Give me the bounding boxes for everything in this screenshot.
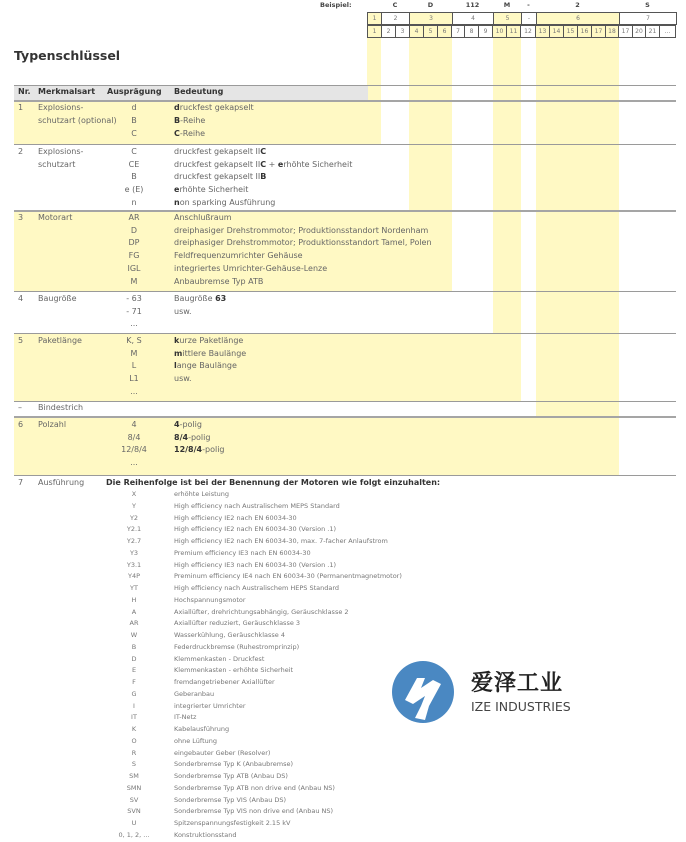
- row-4-nr: 4: [18, 294, 24, 303]
- row-rule: [14, 291, 676, 292]
- row-7-val: Y2.1: [126, 525, 142, 534]
- row-7-val: K: [131, 725, 137, 733]
- row-rule: [14, 475, 676, 476]
- row-2-desc: erhöhte Sicherheit: [174, 185, 249, 195]
- key-group-5: 5: [493, 12, 522, 25]
- key-group-dash: -: [521, 12, 537, 25]
- key-grid-positions: [367, 25, 675, 38]
- row-7-desc: Konstruktionsstand: [174, 830, 237, 839]
- row-3-val: DP: [128, 238, 140, 248]
- key-group-4: 4: [452, 12, 494, 25]
- row-7-desc: Sonderbremse Typ K (Anbaubremse): [174, 760, 294, 769]
- row-7-val: H: [131, 595, 137, 604]
- row-5-desc: usw.: [174, 374, 192, 384]
- row-1-desc: C-Reihe: [174, 129, 206, 138]
- row-7-val: O: [131, 736, 137, 745]
- row-7-desc: High efficiency nach Australischem MEPS Standard: [174, 501, 340, 510]
- row-5-merkmal: Paketlänge: [38, 336, 82, 345]
- row-4-merkmal: Baugröße: [38, 294, 77, 303]
- watermark-name-cn: 爱泽工业: [471, 671, 564, 696]
- row-3-desc: Feldfrequenzumrichter Gehäuse: [174, 251, 303, 261]
- row-5-val: L: [131, 361, 137, 371]
- row-7-val: E: [131, 666, 137, 675]
- header-auspraegung: Ausprägung: [107, 87, 162, 96]
- row-3-desc: Anbaubremse Typ ATB: [174, 276, 264, 286]
- key-group-1: 1: [367, 12, 382, 25]
- row-7-val: IT: [131, 713, 137, 722]
- row-7-desc: Preminum efficiency IE4 nach EN 60034-30 (Permanentmagnetmotor): [174, 572, 402, 581]
- row-7-desc: High efficiency IE2 nach EN 60034-30, max. 7-facher Anlaufstrom: [174, 537, 388, 545]
- row-3-desc: dreiphasiger Drehstrommotor; Produktionsstandort Nordenham: [174, 225, 429, 235]
- example-part-2: D: [427, 1, 434, 9]
- row-rule: [14, 401, 676, 402]
- row-5-val: M: [130, 348, 138, 358]
- row-3-val: FG: [128, 251, 140, 261]
- row-7-val: Y4P: [127, 572, 141, 581]
- row-7-desc: Axiallüfter, drehrichtungsabhängig, Geräuschklasse 2: [174, 607, 349, 616]
- row-7-desc: eingebauter Geber (Resolver): [174, 748, 271, 757]
- row-6-val: ...: [130, 458, 138, 468]
- row-2-val: C: [131, 147, 137, 156]
- row-5-desc: mittlere Baulänge: [174, 348, 247, 358]
- row-3-desc: Anschlußraum: [174, 213, 232, 222]
- row-7-heading: Die Reihenfolge ist bei der Benennung der Motoren wie folgt einzuhalten:: [106, 478, 441, 487]
- row-7-desc: integrierter Umrichter: [174, 701, 246, 710]
- row-5-desc: kurze Paketlänge: [174, 336, 244, 345]
- example-part-3: 112: [465, 1, 480, 9]
- example-part-5: -: [527, 1, 530, 9]
- row-2-val: B: [131, 172, 137, 182]
- row-7-val: SVN: [127, 807, 141, 816]
- row-7-nr: 7: [18, 478, 24, 487]
- key-pos: 2: [381, 25, 396, 38]
- row-3-desc: dreiphasiger Drehstrommotor; Produktionsstandort Tamel, Polen: [174, 238, 432, 248]
- row-2-merkmal-2: schutzart: [38, 160, 76, 169]
- row-5-val: K, S: [126, 336, 142, 345]
- key-pos: 21: [645, 25, 660, 38]
- row-7-desc: IT-Netz: [174, 713, 197, 722]
- row-7-val: Y2: [129, 513, 139, 522]
- row-7-val: D: [131, 654, 137, 663]
- row-5-val: ...: [130, 386, 138, 396]
- row-7-val: Y3.1: [126, 560, 142, 569]
- row-7-desc: erhöhte Leistung: [174, 490, 229, 498]
- row-7-desc: Klemmenkasten - erhöhte Sicherheit: [174, 666, 294, 675]
- header-merkmalsart: Merkmalsart: [38, 87, 96, 96]
- row-6-desc: 12/8/4-polig: [174, 445, 225, 455]
- key-pos: 9: [478, 25, 493, 38]
- row-2-desc: druckfest gekapselt IIB: [174, 172, 267, 182]
- row-7-merkmal: Ausführung: [38, 478, 85, 487]
- key-pos: 12: [520, 25, 536, 38]
- row-7-val: A: [131, 607, 137, 616]
- row-7-desc: Federdruckbremse (Ruhestromprinzip): [174, 642, 300, 651]
- key-pos: 16: [577, 25, 592, 38]
- row-2-desc: non sparking Ausführung: [174, 197, 276, 207]
- row-7-val: Y2.7: [126, 537, 142, 545]
- key-pos: 15: [563, 25, 578, 38]
- row-7-desc: Sonderbremse Typ ATB non drive end (Anbau NS): [174, 783, 335, 792]
- row-2-val: CE: [128, 159, 140, 169]
- row-7-desc: Sonderbremse Typ VIS (Anbau DS): [174, 795, 287, 804]
- row-1-val: C: [131, 129, 137, 138]
- key-pos: 17: [618, 25, 633, 38]
- row-6-desc: 4-polig: [174, 420, 202, 429]
- key-pos: 8: [464, 25, 479, 38]
- row-rule: [14, 144, 676, 145]
- row-7-desc: ohne Lüftung: [174, 736, 217, 745]
- row-rule: [14, 416, 676, 418]
- row-5-val: L1: [129, 374, 139, 384]
- row-4-desc: usw.: [174, 306, 192, 316]
- key-pos: 13: [535, 25, 550, 38]
- row-1-val: d: [131, 103, 137, 112]
- row-5-nr: 5: [18, 336, 24, 345]
- row-4-val: ...: [130, 319, 138, 329]
- key-pos: 5: [423, 25, 438, 38]
- row-7-desc: High efficiency IE2 nach EN 60034-30 (Version .1): [174, 525, 336, 534]
- row-7-val: I: [133, 701, 135, 710]
- page-title: Typenschlüssel: [14, 48, 121, 63]
- row-3-desc: integriertes Umrichter-Gehäuse-Lenze: [174, 263, 328, 273]
- row-7-desc: Spitzenspannungsfestigkeit 2.15 kV: [174, 819, 291, 827]
- row-3-val: IGL: [127, 263, 141, 273]
- row-7-desc: Premium efficiency IE3 nach EN 60034-30: [174, 548, 311, 557]
- key-group-3: 3: [409, 12, 453, 25]
- row-7-desc: High efficiency IE3 nach EN 60034-30 (Version .1): [174, 560, 336, 569]
- stripe-group-6: [536, 12, 619, 474]
- ize-logo-icon: [391, 660, 455, 724]
- row-2-val: e (E): [124, 185, 144, 195]
- key-pos: ...: [659, 25, 676, 38]
- example-label: Beispiel:: [320, 1, 352, 9]
- key-group-2: 2: [381, 12, 410, 25]
- row-7-desc: Geberanbau: [174, 689, 215, 698]
- row-3-val: D: [130, 225, 138, 235]
- row-6-val: 12/8/4: [121, 445, 147, 455]
- key-pos: 11: [506, 25, 521, 38]
- row-3-val: M: [130, 276, 138, 286]
- key-pos: 14: [549, 25, 564, 38]
- example-part-4: M: [503, 1, 511, 9]
- example-part-7: S: [645, 1, 650, 9]
- row-2-nr: 2: [18, 147, 24, 156]
- row-5-bg: [14, 334, 521, 401]
- row-7-val: S: [131, 760, 137, 769]
- row-1-merkmal-2: schutzart (optional): [38, 116, 117, 125]
- row-4-val: - 63: [126, 294, 142, 303]
- row-7-val: B: [131, 642, 137, 651]
- header-nr: Nr.: [18, 87, 31, 96]
- row-7-val: 0, 1, 2, ...: [118, 830, 150, 839]
- row-6-bg: [14, 418, 619, 475]
- row-2-desc: druckfest gekapselt IIC: [174, 147, 267, 156]
- row-7-val: SV: [129, 795, 139, 804]
- row-7-val: Y: [132, 501, 136, 510]
- row-7-val: U: [131, 819, 137, 827]
- row-7-val: Y3: [129, 548, 139, 557]
- row-7-desc: Sonderbremse Typ ATB (Anbau DS): [174, 772, 288, 780]
- example-part-1: C: [392, 1, 398, 9]
- row-7-desc: Kabelausführung: [174, 725, 230, 733]
- row-7-desc: Klemmenkasten - Druckfest: [174, 654, 265, 663]
- row-7-val: G: [131, 689, 137, 698]
- row-6-desc: 8/4-polig: [174, 432, 211, 442]
- row-7-val: R: [131, 748, 137, 757]
- row-7-desc: fremdangetriebener Axiallüfter: [174, 678, 275, 686]
- row-rule: [14, 333, 676, 334]
- key-pos: 6: [437, 25, 452, 38]
- row-3-nr: 3: [18, 213, 24, 222]
- watermark-name-en: IZE INDUSTRIES: [471, 699, 571, 714]
- row-7-desc: High efficiency IE2 nach EN 60034-30: [174, 513, 297, 522]
- example-part-6: 2: [575, 1, 580, 9]
- row-3-val: AR: [128, 213, 140, 222]
- key-pos: 3: [395, 25, 410, 38]
- row-7-val: AR: [129, 619, 139, 628]
- row-7-val: SM: [129, 772, 139, 780]
- key-group-7: 7: [619, 12, 677, 25]
- key-pos: 10: [492, 25, 507, 38]
- row-7-desc: Axiallüfter reduziert, Geräuschklasse 3: [174, 619, 301, 628]
- row-2-merkmal-1: Explosions-: [38, 147, 84, 156]
- row-7-desc: Hochspannungsmotor: [174, 595, 246, 604]
- row-2-desc: druckfest gekapselt IIC + erhöhte Sicherheit: [174, 159, 353, 169]
- row-7-val: SMN: [126, 783, 142, 792]
- row-4-val: - 71: [126, 306, 142, 316]
- row-6-val: 8/4: [127, 432, 141, 442]
- stripe-group-5: [493, 12, 521, 333]
- row-6-merkmal: Polzahl: [38, 420, 67, 429]
- key-pos: 4: [409, 25, 424, 38]
- key-pos: 7: [451, 25, 465, 38]
- row-7-val: F: [132, 678, 136, 686]
- row-4-desc: Baugröße 63: [174, 294, 227, 303]
- row-7-val: X: [131, 490, 137, 498]
- row-dash-nr: –: [18, 403, 22, 412]
- row-7-desc: High efficiency nach Australischem HEPS Standard: [174, 584, 340, 592]
- key-pos: 17: [591, 25, 606, 38]
- row-5-desc: lange Baulänge: [174, 361, 237, 371]
- row-1-nr: 1: [18, 103, 24, 112]
- row-7-val: YT: [130, 584, 138, 592]
- row-3-merkmal: Motorart: [38, 213, 73, 222]
- key-group-6: 6: [536, 12, 620, 25]
- row-dash-merkmal: Bindestrich: [38, 403, 84, 412]
- row-7-val: W: [130, 631, 138, 639]
- key-grid-groups: [367, 12, 676, 25]
- row-1-desc: B-Reihe: [174, 116, 206, 125]
- key-pos: 1: [367, 25, 382, 38]
- row-1-merkmal-1: Explosions-: [38, 103, 84, 112]
- row-6-val: 4: [131, 420, 137, 429]
- row-7-desc: Wasserkühlung, Geräuschklasse 4: [174, 631, 285, 639]
- key-pos: 18: [605, 25, 619, 38]
- key-pos: 20: [632, 25, 646, 38]
- row-7-desc: Sonderbremse Typ VIS non drive end (Anbau NS): [174, 807, 334, 816]
- row-6-nr: 6: [18, 420, 24, 429]
- row-2-val: n: [131, 197, 137, 207]
- row-1-val: B: [131, 116, 137, 125]
- row-1-desc: druckfest gekapselt: [174, 103, 254, 112]
- header-bedeutung: Bedeutung: [174, 87, 224, 96]
